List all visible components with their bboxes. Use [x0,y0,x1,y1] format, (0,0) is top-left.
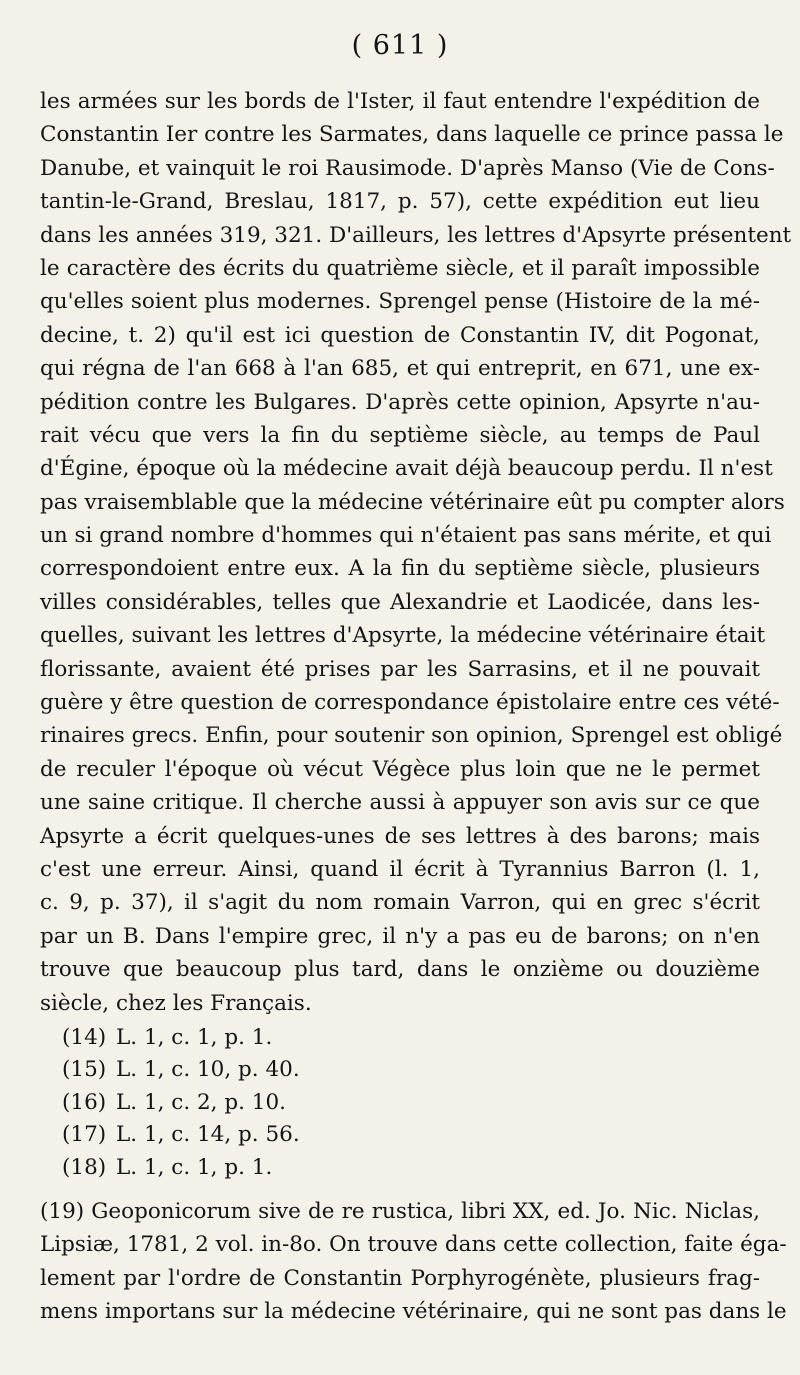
footnote-number: (17) [62,1122,107,1148]
footnote-text: L. 1, c. 1, p. 1. [116,1154,273,1180]
text-line: c. 9, p. 37), il s'agit du nom romain Varron, qui en grec s'écrit [40,890,760,916]
footnote [62,1087,300,1119]
text-line: correspondoient entre eux. A la fin du septième siècle, plusieurs [40,556,760,582]
text-line: c'est une erreur. Ainsi, quand il écrit à Tyrannius Barron (l. 1, [40,856,760,882]
page-number: ( 611 ) [351,30,449,61]
text-line: pas vraisemblable que la médecine vétérinaire eût pu compter alors [40,489,785,515]
footnote-line: mens importans sur la médecine vétérinaire, qui ne sont pas dans le [40,1299,787,1325]
footnote [62,1054,300,1086]
text-line: florissante, avaient été prises par les Sarrasins, et il ne pouvait [40,656,760,682]
text-line: pédition contre les Bulgares. D'après cette opinion, Apsyrte n'au- [40,389,760,415]
footnote-number: (15) [62,1057,107,1083]
footnote [62,1152,300,1184]
text-line: rait vécu que vers la fin du septième siècle, au temps de Paul [40,422,760,448]
text-line: le caractère des écrits du quatrième siècle, et il paraît impossible [40,255,760,281]
footnote-19 [40,1195,787,1329]
footnote-number: (14) [62,1025,107,1050]
footnote-line: (19) Geoponicorum sive de re rustica, libri XX, ed. Jo. Nic. Niclas, [40,1199,760,1224]
footnote-text: L. 1, c. 14, p. 56. [116,1122,300,1148]
footnote-text: L. 1, c. 10, p. 40. [116,1057,300,1083]
footnote [62,1022,300,1054]
text-line: guère y être question de correspondance épistolaire entre ces vété- [40,690,780,716]
footnote-list [62,1022,300,1184]
text-line: Danube, et vainquit le roi Rausimode. D'après Manso (Vie de Cons- [40,155,775,181]
text-line: qui régna de l'an 668 à l'an 685, et qui entreprit, en 671, une ex- [40,356,760,382]
footnote-number: (18) [62,1154,107,1180]
footnote-line: Lipsiæ, 1781, 2 vol. in-8o. On trouve dans cette collection, faite éga- [40,1232,787,1258]
text-line: par un B. Dans l'empire grec, il n'y a pas eu de barons; on n'en [40,923,760,949]
text-line: d'Égine, époque où la médecine avait déjà beaucoup perdu. Il n'est [40,456,773,482]
text-line: rinaires grecs. Enfin, pour soutenir son opinion, Sprengel est obligé [40,723,783,749]
text-line: les armées sur les bords de l'Ister, il faut entendre l'expédition de [40,89,760,114]
footnote [62,1119,300,1151]
text-line: villes considérables, telles que Alexandrie et Laodicée, dans les- [40,589,760,615]
text-line: qu'elles soient plus modernes. Sprengel pense (Histoire de la mé- [40,289,760,315]
text-line: dans les années 319, 321. D'ailleurs, les lettres d'Apsyrte présentent [40,222,792,248]
text-line: Apsyrte a écrit quelques-unes de ses lettres à des barons; mais [40,823,760,849]
text-line: decine, t. 2) qu'il est ici question de Constantin IV, dit Pogonat, [40,322,760,348]
text-line: un si grand nombre d'hommes qui n'étaient pas sans mérite, et qui [40,523,772,549]
text-line: siècle, chez les Français. [40,990,312,1016]
text-line: de reculer l'époque où vécut Végèce plus loin que ne le permet [40,756,760,782]
footnote-line: lement par l'ordre de Constantin Porphyrogénète, plusieurs frag- [40,1265,760,1291]
text-line: trouve que beaucoup plus tard, dans le onzième ou douzième [40,957,760,983]
text-line: quelles, suivant les lettres d'Apsyrte, la médecine vétérinaire était [40,623,766,649]
text-line: Constantin Ier contre les Sarmates, dans laquelle ce prince passa le [40,122,784,148]
text-line: tantin-le-Grand, Breslau, 1817, p. 57), cette expédition eut lieu [40,189,760,215]
text-line: une saine critique. Il cherche aussi à appuyer son avis sur ce que [40,790,760,816]
footnote-number: (16) [62,1089,107,1115]
footnote-text: L. 1, c. 2, p. 10. [116,1089,286,1115]
main-paragraph [40,85,792,1020]
footnote-text: L. 1, c. 1, p. 1. [116,1025,273,1050]
